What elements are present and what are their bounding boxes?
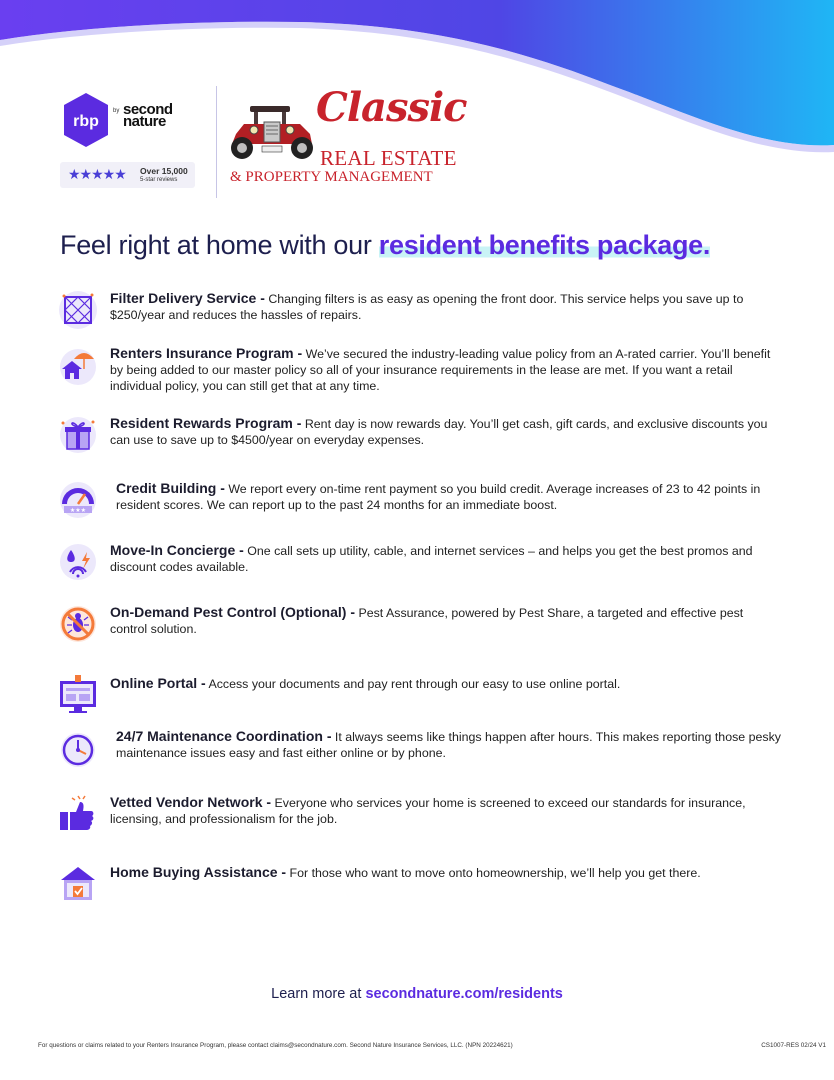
real-estate-wordmark: REAL ESTATE	[320, 146, 457, 170]
no-pest-icon	[58, 604, 98, 644]
benefit-text: One call sets up utility, cable, and internet services – and helps you get the best promos and discount codes available.	[110, 544, 753, 574]
classic-car-logo-icon	[226, 100, 318, 162]
benefit-title: 24/7 Maintenance Coordination -	[116, 728, 332, 744]
header-wave	[0, 0, 834, 160]
benefit-title: Vetted Vendor Network -	[110, 794, 272, 810]
reviews-label: 5-star reviews	[140, 177, 178, 183]
benefit-title: Home Buying Assistance -	[110, 864, 287, 880]
benefit-text: We’ve secured the industry-leading value policy from an A-rated carrier. You’ll benefit by being added to our master policy so all of your insurance requirements in the lease are met. If you want a retail individual policy, you can still get that at any time.	[110, 347, 771, 393]
page-title	[60, 230, 710, 261]
reviews-badge	[60, 162, 195, 188]
page-title-prefix: Feel right at home with our	[60, 230, 379, 260]
property-management-wordmark: & PROPERTY MANAGEMENT	[230, 169, 433, 185]
monitor-icon	[58, 675, 98, 715]
benefit-text: Access your documents and pay rent through our easy to use online portal.	[205, 677, 621, 691]
home-check-icon	[58, 864, 98, 904]
benefit-text: Pest Assurance, powered by Pest Share, a targeted and effective pest control solution.	[110, 606, 744, 636]
gift-icon	[58, 415, 98, 455]
rbp-logo	[62, 92, 110, 148]
learn-more-prefix: Learn more at	[271, 986, 366, 1002]
five-star-icon: ★★★★★	[68, 166, 126, 182]
rbp-logo-text: rbp	[73, 113, 99, 130]
learn-more-link[interactable]: secondnature.com/residents	[365, 986, 563, 1002]
svg-text:★★★: ★★★	[69, 507, 87, 514]
benefit-title: Online Portal -	[110, 675, 206, 691]
benefit-text: For those who want to move onto homeownership, we’ll help you get there.	[286, 866, 701, 880]
benefit-text: Everyone who services your home is screened to exceed our standards for insurance, licensing, and professionalism for the job.	[110, 796, 746, 826]
benefit-title: Move-In Concierge -	[110, 542, 244, 558]
benefit-title: Renters Insurance Program -	[110, 345, 303, 361]
footer-code: CS1007-RES 02/24 V1	[761, 1042, 826, 1049]
footer-disclaimer: For questions or claims related to your Renters Insurance Program, please contact claims@secondnature.com. Second Nature Insurance Services, LLC. (NPN 20224621)	[38, 1042, 513, 1049]
classic-wordmark: Classic	[316, 84, 467, 131]
learn-more	[0, 986, 834, 1002]
clock-icon	[58, 728, 98, 768]
credit-gauge-icon	[58, 480, 98, 520]
benefit-title: On-Demand Pest Control (Optional) -	[110, 604, 355, 620]
umbrella-house-icon	[58, 345, 98, 385]
rbp-by-text: by	[113, 108, 120, 114]
thumbs-up-icon	[58, 794, 98, 834]
benefit-title: Credit Building -	[116, 480, 225, 496]
logo-divider	[216, 86, 217, 198]
benefit-text: Changing filters is as easy as opening the front door. This service helps you save up to $250/year and reduces the hassles of repairs.	[110, 292, 744, 322]
utilities-icon	[58, 542, 98, 582]
benefit-title: Resident Rewards Program -	[110, 415, 302, 431]
benefit-text: It always seems like things happen after hours. This makes reporting those pesky maintenance issues easy and fast either online or by phone.	[116, 730, 781, 760]
benefit-title: Filter Delivery Service -	[110, 290, 265, 306]
page-title-highlight: resident benefits package.	[378, 230, 711, 260]
benefit-text: Rent day is now rewards day. You’ll get cash, gift cards, and exclusive discounts you can use to save up to $4500/year on everyday expenses.	[110, 417, 768, 447]
second-nature-wordmark: second nature	[123, 101, 173, 130]
reviews-count: Over 15,000	[140, 166, 188, 176]
benefit-text: We report every on-time rent payment so you build credit. Average increases of 23 to 42 points in resident scores. We can report up to the past 24 months for an immediate boost.	[116, 482, 761, 512]
air-filter-icon	[58, 290, 98, 330]
